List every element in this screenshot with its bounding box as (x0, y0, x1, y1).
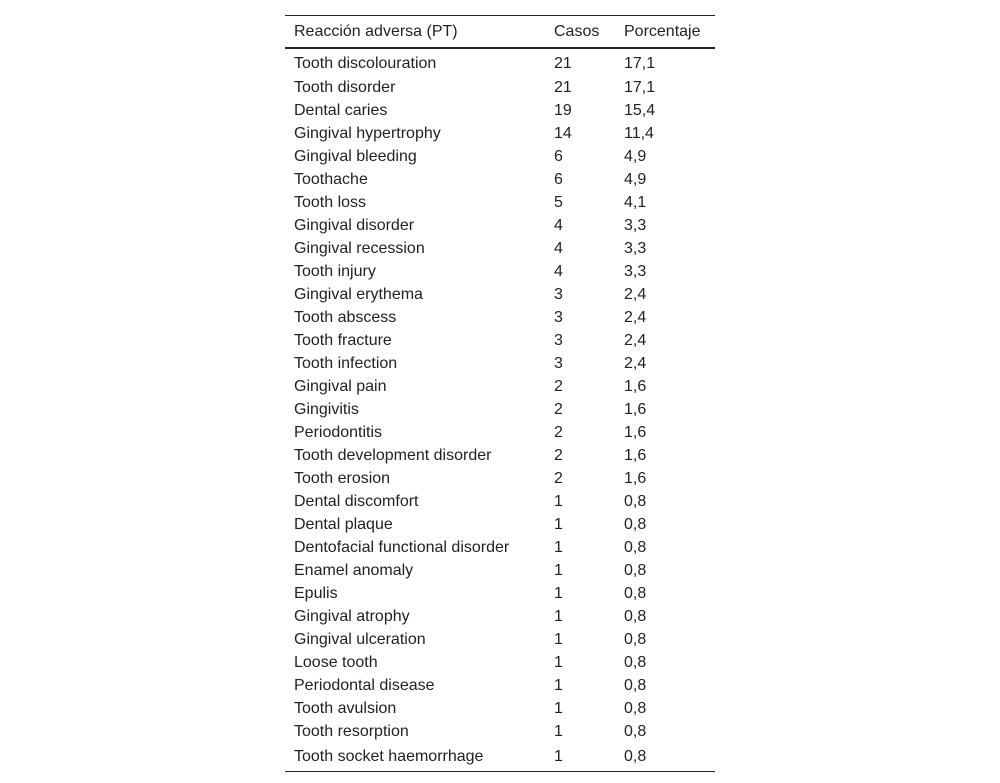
table-row (285, 237, 715, 260)
cell-reaction: Tooth infection (294, 354, 398, 372)
cell-percentage: 0,8 (624, 584, 647, 602)
cell-percentage: 3,3 (624, 216, 647, 234)
cell-reaction: Tooth injury (294, 262, 376, 280)
table-row (285, 283, 715, 306)
cell-reaction: Dental caries (294, 101, 388, 119)
table-row (285, 145, 715, 168)
cell-cases: 1 (554, 653, 563, 671)
cell-percentage: 2,4 (624, 331, 647, 349)
cell-cases: 1 (554, 584, 563, 602)
cell-percentage: 4,9 (624, 147, 647, 165)
cell-cases: 4 (554, 239, 563, 257)
cell-reaction: Enamel anomaly (294, 561, 414, 579)
adverse-reactions-table-container (285, 15, 715, 772)
cell-cases: 6 (554, 147, 563, 165)
cell-cases: 1 (554, 538, 563, 556)
cell-cases: 4 (554, 216, 563, 234)
cell-reaction: Gingival erythema (294, 285, 423, 303)
cell-percentage: 0,8 (624, 676, 647, 694)
table-row (285, 375, 715, 398)
table-row (285, 122, 715, 145)
cell-percentage: 0,8 (624, 653, 647, 671)
table-row (285, 743, 715, 772)
cell-reaction: Tooth socket haemorrhage (294, 748, 484, 765)
adverse-reactions-table (285, 15, 715, 772)
table-row (285, 398, 715, 421)
cell-cases: 3 (554, 285, 563, 303)
table-header (285, 16, 715, 49)
table-row (285, 76, 715, 99)
cell-reaction: Dentofacial functional disorder (294, 538, 510, 556)
cell-cases: 2 (554, 377, 563, 395)
cell-percentage: 0,8 (624, 561, 647, 579)
cell-percentage: 0,8 (624, 630, 647, 648)
cell-cases: 3 (554, 354, 563, 372)
cell-reaction: Gingival bleeding (294, 147, 417, 165)
cell-reaction: Tooth avulsion (294, 699, 397, 717)
cell-cases: 2 (554, 446, 563, 464)
cell-percentage: 15,4 (624, 101, 656, 119)
header-reaction: Reacción adversa (PT) (294, 22, 458, 40)
table-row (285, 605, 715, 628)
cell-cases: 21 (554, 54, 572, 72)
cell-percentage: 17,1 (624, 78, 656, 96)
cell-reaction: Tooth erosion (294, 469, 391, 487)
cell-reaction: Gingival ulceration (294, 630, 426, 648)
cell-reaction: Gingival atrophy (294, 607, 410, 625)
table-body (285, 48, 715, 772)
cell-reaction: Gingival recession (294, 239, 425, 257)
cell-reaction: Gingivitis (294, 400, 359, 418)
table-row (285, 582, 715, 605)
cell-percentage: 2,4 (624, 354, 647, 372)
cell-cases: 2 (554, 400, 563, 418)
cell-cases: 2 (554, 469, 563, 487)
cell-reaction: Loose tooth (294, 653, 378, 671)
header-percentage: Porcentaje (624, 22, 701, 40)
cell-reaction: Tooth fracture (294, 331, 392, 349)
table-row (285, 168, 715, 191)
header-row (285, 16, 715, 49)
cell-percentage: 17,1 (624, 54, 656, 72)
cell-reaction: Gingival hypertrophy (294, 124, 441, 142)
cell-cases: 1 (554, 748, 563, 765)
cell-reaction: Epulis (294, 584, 338, 602)
cell-cases: 3 (554, 331, 563, 349)
cell-reaction: Dental plaque (294, 515, 393, 533)
cell-percentage: 1,6 (624, 400, 647, 418)
cell-percentage: 1,6 (624, 469, 647, 487)
table-row (285, 99, 715, 122)
table-row (285, 214, 715, 237)
cell-cases: 21 (554, 78, 572, 96)
table-row (285, 260, 715, 283)
table-row (285, 559, 715, 582)
cell-reaction: Toothache (294, 170, 368, 188)
cell-percentage: 4,9 (624, 170, 647, 188)
table-row (285, 490, 715, 513)
table-row (285, 674, 715, 697)
cell-reaction: Gingival pain (294, 377, 387, 395)
cell-percentage: 3,3 (624, 262, 647, 280)
header-cases: Casos (554, 22, 600, 40)
table-row (285, 651, 715, 674)
cell-reaction: Periodontitis (294, 423, 383, 441)
cell-percentage: 2,4 (624, 308, 647, 326)
table-row (285, 421, 715, 444)
cell-percentage: 0,8 (624, 748, 647, 765)
cell-percentage: 0,8 (624, 538, 647, 556)
cell-percentage: 1,6 (624, 446, 647, 464)
table-row (285, 444, 715, 467)
table-row (285, 628, 715, 651)
cell-cases: 1 (554, 515, 563, 533)
table-row (285, 329, 715, 352)
cell-percentage: 0,8 (624, 722, 647, 740)
cell-percentage: 1,6 (624, 423, 647, 441)
cell-cases: 1 (554, 607, 563, 625)
cell-cases: 1 (554, 630, 563, 648)
table-row (285, 467, 715, 490)
cell-cases: 3 (554, 308, 563, 326)
cell-cases: 14 (554, 124, 572, 142)
cell-reaction: Periodontal disease (294, 676, 435, 694)
cell-reaction: Tooth discolouration (294, 54, 437, 72)
table-row (285, 352, 715, 375)
cell-cases: 2 (554, 423, 563, 441)
table-row (285, 697, 715, 720)
cell-cases: 1 (554, 699, 563, 717)
cell-reaction: Tooth disorder (294, 78, 396, 96)
cell-percentage: 1,6 (624, 377, 647, 395)
table-row (285, 306, 715, 329)
cell-cases: 6 (554, 170, 563, 188)
cell-reaction: Tooth loss (294, 193, 367, 211)
cell-cases: 19 (554, 101, 572, 119)
cell-cases: 5 (554, 193, 563, 211)
cell-percentage: 11,4 (624, 124, 654, 142)
cell-cases: 4 (554, 262, 563, 280)
cell-percentage: 3,3 (624, 239, 647, 257)
cell-percentage: 2,4 (624, 285, 647, 303)
table-row (285, 48, 715, 76)
cell-cases: 1 (554, 492, 563, 510)
cell-percentage: 0,8 (624, 699, 647, 717)
cell-reaction: Tooth abscess (294, 308, 397, 326)
cell-reaction: Tooth development disorder (294, 446, 492, 464)
cell-cases: 1 (554, 676, 563, 694)
cell-percentage: 0,8 (624, 492, 647, 510)
cell-percentage: 0,8 (624, 515, 647, 533)
table-row (285, 513, 715, 536)
table-row (285, 191, 715, 214)
cell-cases: 1 (554, 722, 563, 740)
cell-reaction: Tooth resorption (294, 722, 409, 740)
cell-percentage: 0,8 (624, 607, 647, 625)
table-row (285, 720, 715, 743)
cell-reaction: Dental discomfort (294, 492, 419, 510)
cell-reaction: Gingival disorder (294, 216, 415, 234)
cell-percentage: 4,1 (624, 193, 647, 211)
table-row (285, 536, 715, 559)
cell-cases: 1 (554, 561, 563, 579)
